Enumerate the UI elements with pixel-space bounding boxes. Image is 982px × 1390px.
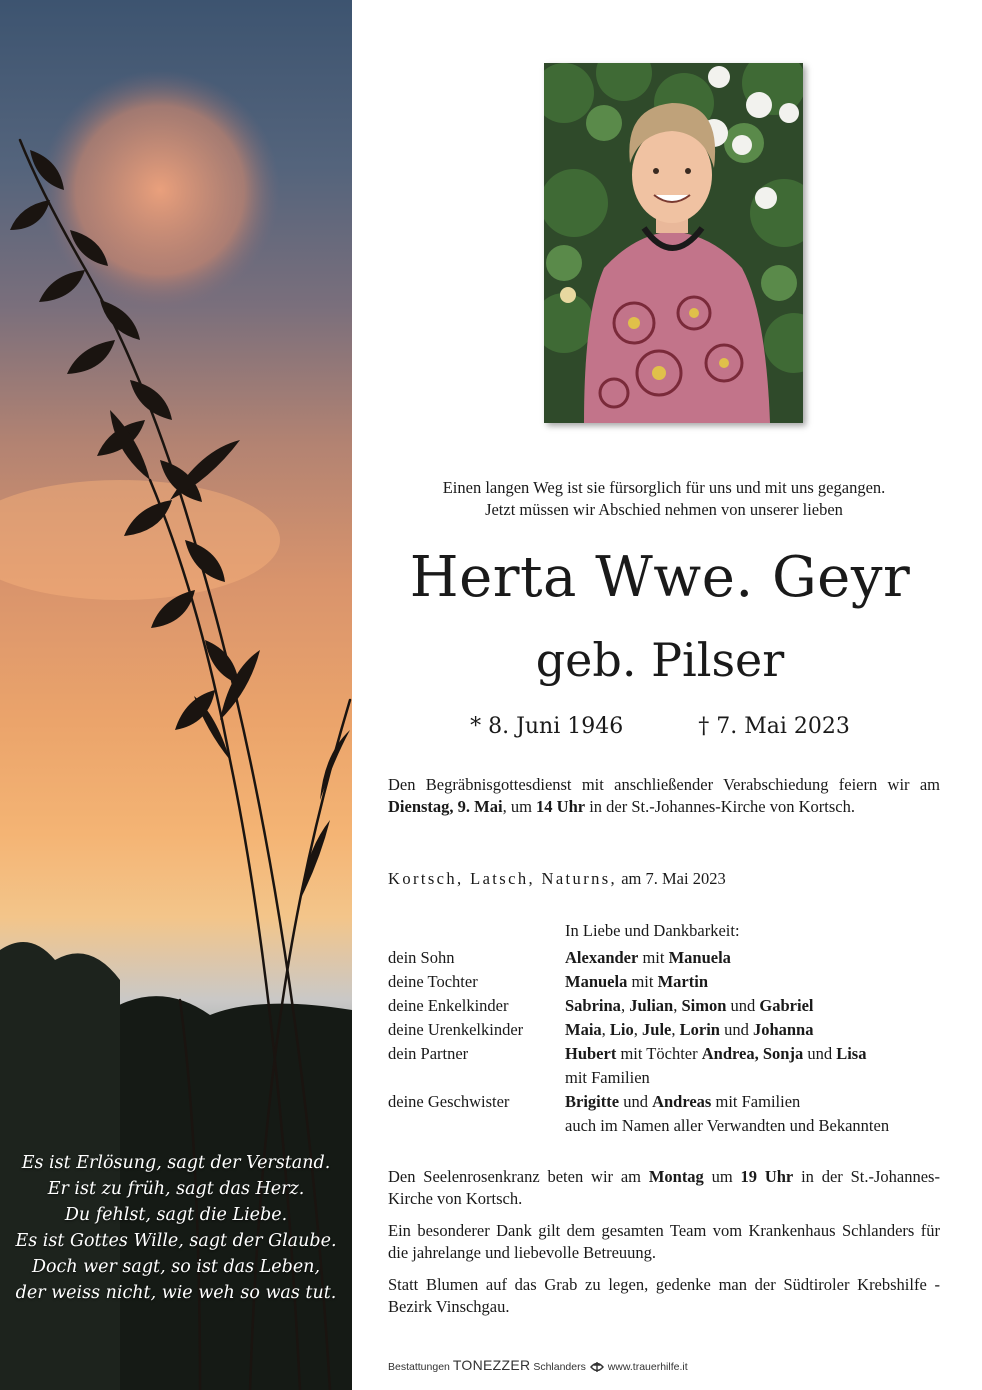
relation-names: auch im Namen aller Verwandten und Bekannten [565, 1116, 890, 1135]
announcement-date: am 7. Mai 2023 [617, 869, 726, 888]
relation-label: dein Partner [388, 1044, 469, 1063]
funeral-day: Dienstag, 9. Mai [388, 797, 503, 816]
sunset-grass-image [0, 0, 352, 1390]
family-list [388, 946, 948, 1138]
funeral-announcement [388, 774, 940, 818]
family-row-great-grandchildren [388, 1018, 948, 1042]
relation-label: deine Tochter [388, 972, 478, 991]
relation-label: deine Geschwister [388, 1092, 510, 1111]
intro-line: Einen langen Weg ist sie fürsorglich für uns und mit uns gegangen. [442, 478, 886, 497]
intro-text [388, 477, 940, 521]
family-row-grandchildren [388, 994, 948, 1018]
relation-names: Sabrina, Julian, Simon und Gabriel [565, 996, 814, 1015]
family-row-siblings [388, 1090, 948, 1114]
relation-names: Hubert mit Töchter Andrea, Sonja und Lisa [565, 1044, 867, 1063]
family-heading: In Liebe und Dankbarkeit: [565, 921, 740, 940]
relation-label: dein Sohn [388, 948, 455, 967]
relation-names: Brigitte und Andreas mit Familien [565, 1092, 801, 1111]
relation-names: Manuela mit Martin [565, 972, 709, 991]
footer-brand: TONEZZER [452, 1357, 531, 1373]
family-row-siblings-cont [388, 1114, 948, 1138]
place-towns: Kortsch, Latsch, Naturns, [388, 869, 618, 888]
relation-label: deine Urenkelkinder [388, 1020, 524, 1039]
poem-line: Doch wer sagt, so ist das Leben, [31, 1257, 321, 1277]
death-date: † 7. Mai 2023 [698, 714, 850, 739]
birth-date: * 8. Juni 1946 [470, 714, 624, 739]
rosary-day: Montag [648, 1167, 704, 1186]
deceased-name: Herta Wwe. Geyr [409, 545, 911, 610]
family-row-son [388, 946, 948, 970]
poem-line: Er ist zu früh, sagt das Herz. [47, 1179, 305, 1199]
footer-credit [388, 1357, 948, 1375]
portrait-photo [544, 63, 803, 423]
family-row-daughter [388, 970, 948, 994]
donation-text: Statt Blumen auf das Grab zu legen, gedenke man der Südtiroler Krebshilfe - Bezirk Vinschgau. [388, 1275, 940, 1316]
funeral-text: , um [502, 797, 537, 816]
relation-names: Alexander mit Manuela [565, 948, 731, 967]
rosary-time: 19 Uhr [740, 1167, 794, 1186]
footer-website[interactable]: www.trauerhilfe.it [607, 1361, 688, 1373]
rosary-text: um [703, 1167, 741, 1186]
relation-names: mit Familien [565, 1068, 650, 1087]
funeral-text: in der St.-Johannes-Kirche von Kortsch. [585, 797, 855, 816]
trauerhilfe-logo-icon [589, 1360, 605, 1374]
intro-line: Jetzt müssen wir Abschied nehmen von unserer lieben [485, 500, 843, 519]
relation-names: Maia, Lio, Jule, Lorin und Johanna [565, 1020, 814, 1039]
thanks-text: Ein besonderer Dank gilt dem gesamten Team vom Krankenhaus Schlanders für die jahrelange und liebevolle Betreuung. [388, 1221, 940, 1262]
family-row-partner [388, 1042, 948, 1066]
footer-suffix: Schlanders [533, 1361, 586, 1373]
portrait-illustration [544, 63, 803, 423]
rosary-announcement [388, 1166, 940, 1210]
funeral-text: Den Begräbnisgottesdienst mit anschließender Verabschiedung feiern wir am [388, 775, 940, 794]
memorial-poem [0, 1150, 352, 1306]
relation-label: deine Enkelkinder [388, 996, 509, 1015]
life-dates [360, 711, 960, 743]
poem-line: Du fehlst, sagt die Liebe. [64, 1205, 288, 1225]
poem-line: der weiss nicht, wie weh so was tut. [15, 1283, 337, 1303]
rosary-text: Den Seelenrosenkranz beten wir am [388, 1167, 649, 1186]
place-and-date [388, 868, 726, 890]
rosary-text: in der St.-Johannes-Kirche von Kortsch. [388, 1167, 940, 1208]
poem-line: Es ist Erlösung, sagt der Verstand. [21, 1153, 331, 1173]
footer-prefix: Bestattungen [388, 1361, 450, 1373]
poem-line: Es ist Gottes Wille, sagt der Glaube. [15, 1231, 337, 1251]
maiden-name: geb. Pilser [535, 633, 785, 687]
funeral-time: 14 Uhr [536, 797, 586, 816]
family-row-partner-cont [388, 1066, 948, 1090]
